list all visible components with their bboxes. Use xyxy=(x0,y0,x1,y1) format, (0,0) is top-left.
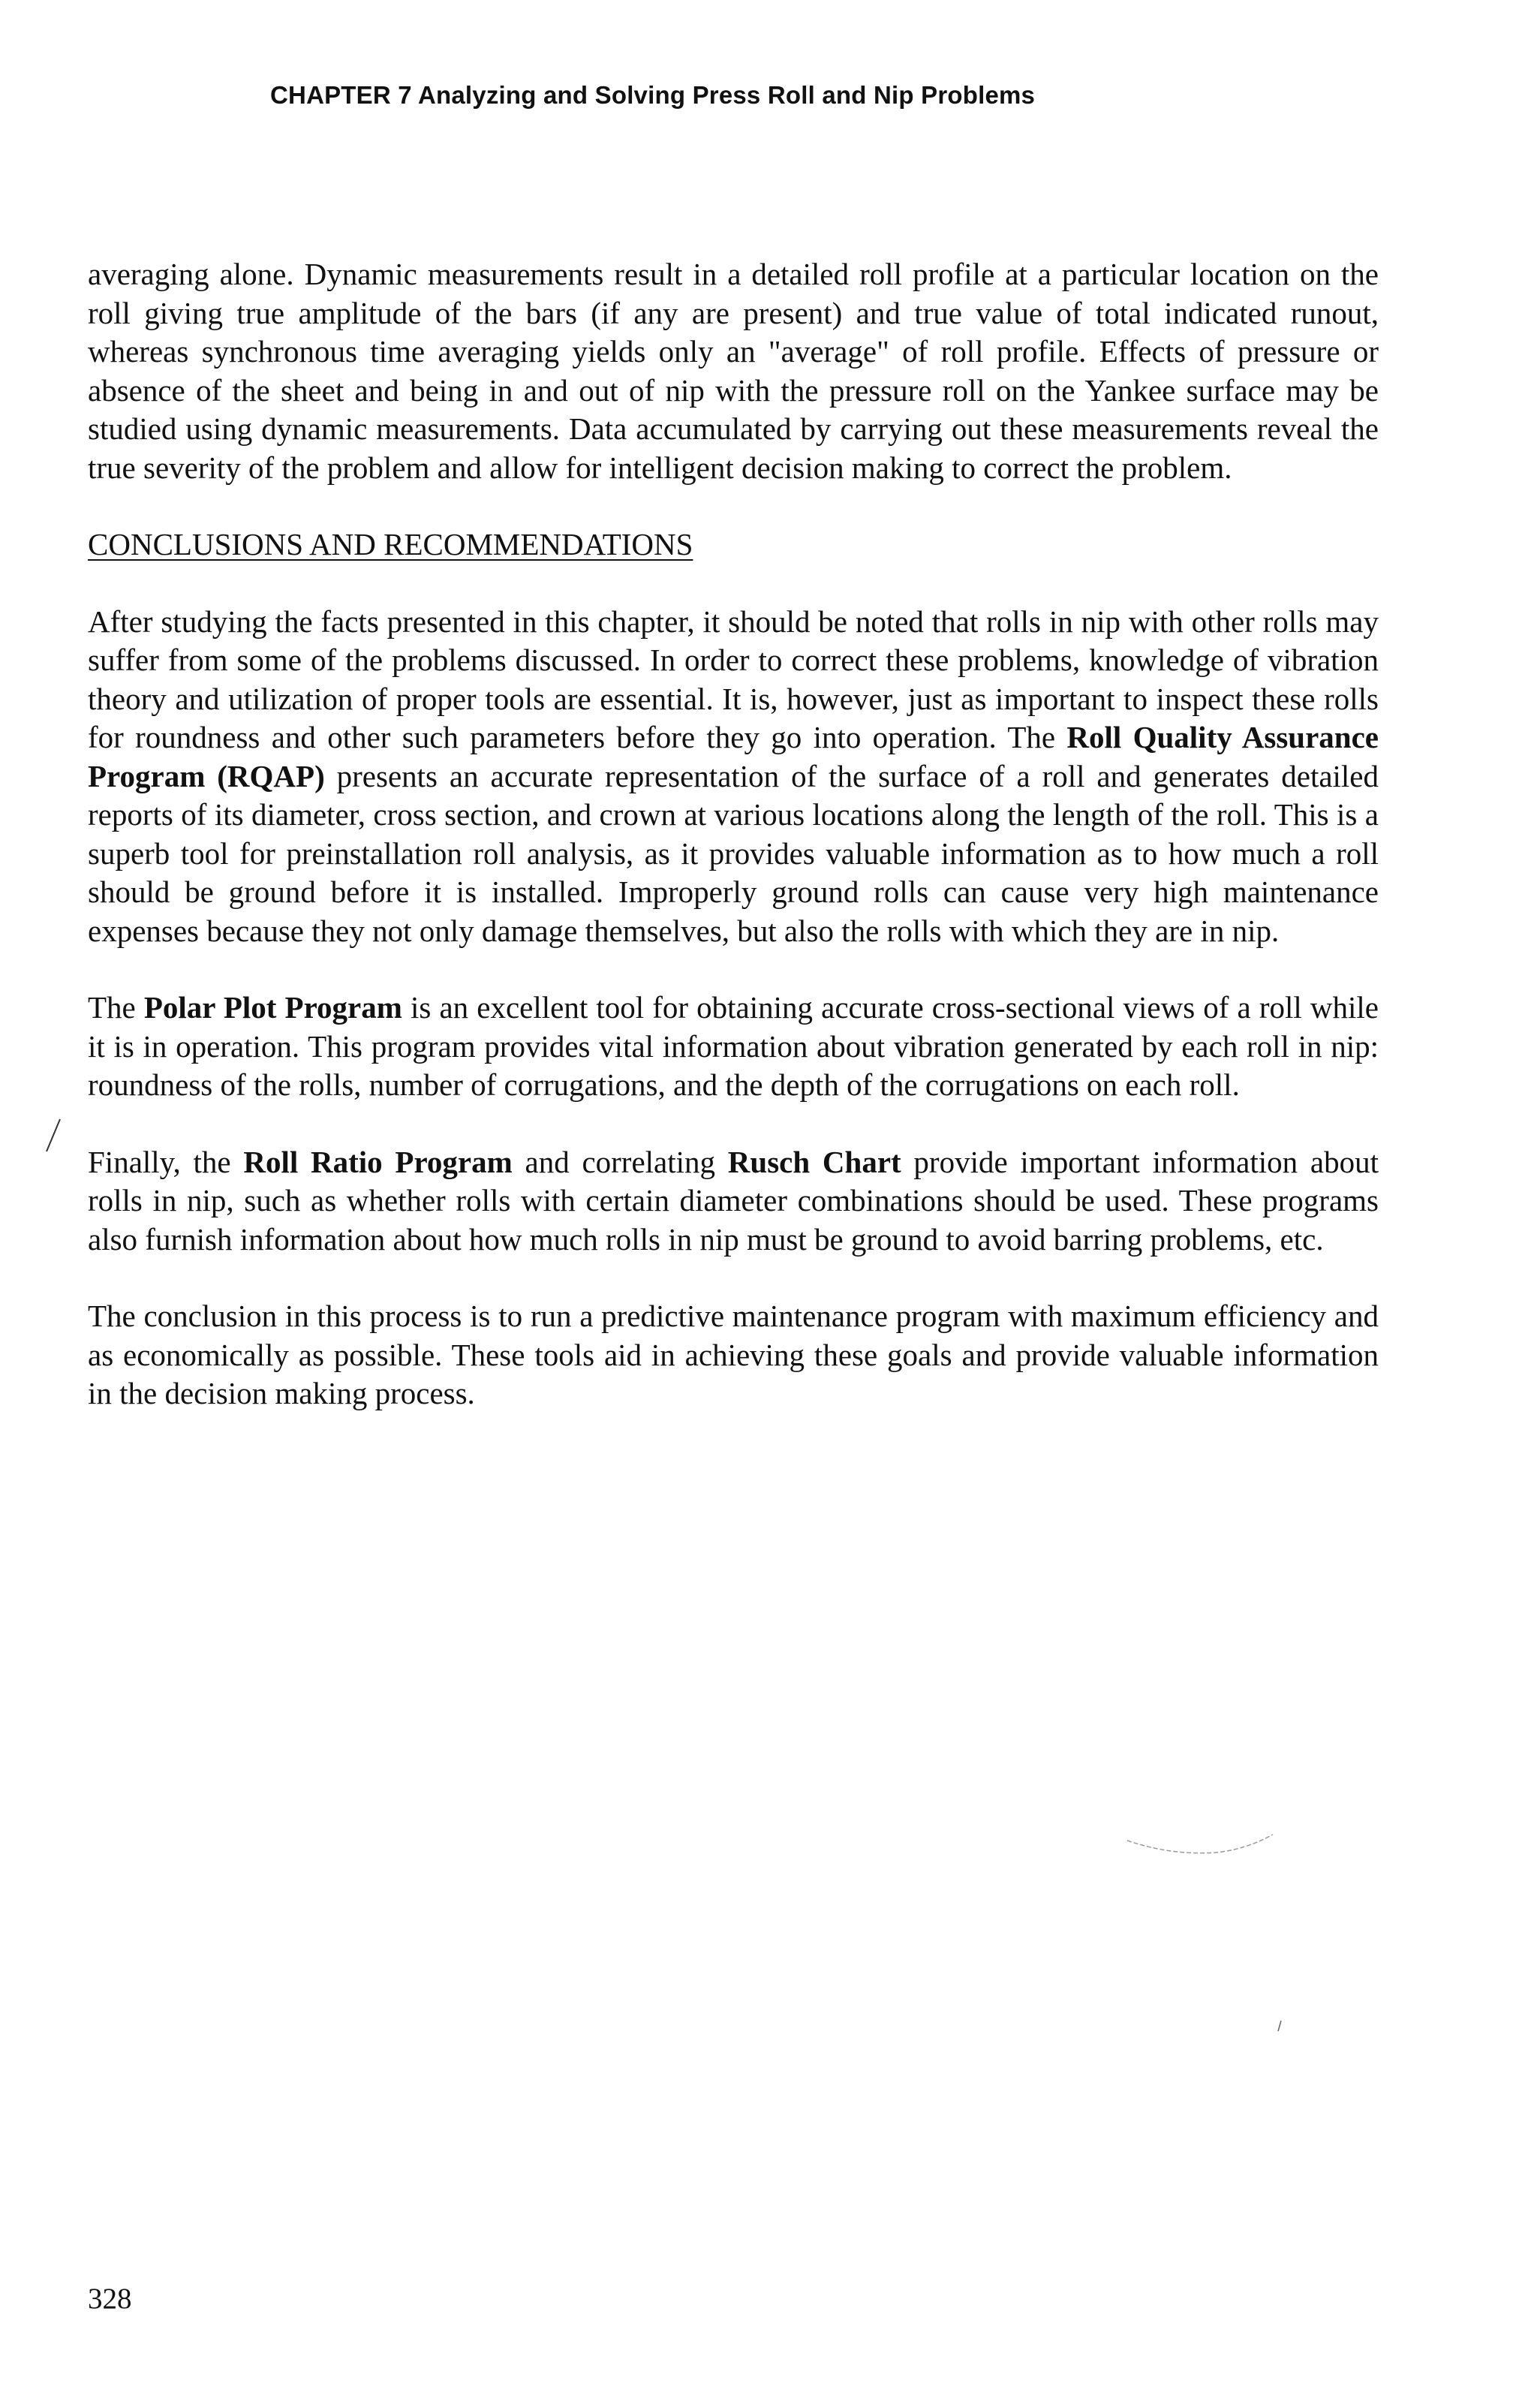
scan-artifact-mark xyxy=(1126,1832,1276,1862)
paragraph-dynamic-measurements: averaging alone. Dynamic measurements result in a detailed roll profile at a particular location on the roll giving true amplitude of the bars (if any are present) and true value of total indicated runout, whereas synchronous time averaging yields only an "average" of roll profile. Effects of pressure or absence of the sheet and being in and out of nip with the pressure roll on the Yankee surface may be studied using dynamic measurements. Data accumulated by carrying out these measurements reveal the true severity of the problem and allow for intelligent decision making to correct the problem. xyxy=(88,257,1379,485)
margin-slash-mark xyxy=(44,1117,63,1154)
running-head: CHAPTER 7 Analyzing and Solving Press Roll and Nip Problems xyxy=(270,81,1036,109)
rqap-program-name: Roll Quality Assurance Program (RQAP) xyxy=(88,720,1379,793)
paragraph-polar-plot-text-a: The xyxy=(88,990,144,1025)
scan-speck-mark xyxy=(1276,2019,1283,2034)
paragraph-rqap-text-a: After studying the facts presented in this chapter, it should be noted that rolls in nip with other rolls may suffer from some of the problems discussed. In order to correct these problems, knowledge of vibration theory and utilization of proper tools are essential. It is, however, just as important to inspect these rolls for roundness and other such parameters before they go into operation. The xyxy=(88,604,1379,754)
paragraph-rqap-text-b: presents an accurate representation of the surface of a roll and generates detailed reports of its diameter, cross section, and crown at various locations along the length of the roll. This is a superb tool for preinstallation roll analysis, as it provides valuable information as to how much a roll should be ground before it is installed. Improperly ground rolls can cause very high maintenance expenses because they not only damage themselves, but also the rolls with which they are in nip. xyxy=(88,758,1379,948)
paragraph-roll-ratio xyxy=(88,1143,1379,1260)
section-heading-conclusions: CONCLUSIONS AND RECOMMENDATIONS xyxy=(88,527,693,561)
paragraph-roll-ratio-text-c: provide important information about rolls in nip, such as whether rolls with certain diameter combinations should be used. These programs also furnish information about how much rolls in nip must be ground to avoid barring problems, etc. xyxy=(88,1144,1379,1257)
paragraph-roll-ratio-text-b: and correlating xyxy=(512,1144,728,1179)
paragraph-polar-plot-text-b: is an excellent tool for obtaining accurate cross-sectional views of a roll while it is in operation. This program provides vital information about vibration generated by each roll in nip: roundness of the rolls, number of corrugations, and the depth of the corrugations on each roll. xyxy=(88,990,1379,1102)
paragraph-rqap xyxy=(88,603,1379,951)
paragraph-polar-plot xyxy=(88,989,1379,1105)
rusch-chart-name: Rusch Chart xyxy=(727,1144,901,1179)
roll-ratio-program-name: Roll Ratio Program xyxy=(243,1144,513,1179)
paragraph-roll-ratio-text-a: Finally, the xyxy=(88,1144,244,1179)
polar-plot-program-name: Polar Plot Program xyxy=(143,990,402,1025)
body-text xyxy=(88,255,1379,1452)
page-number: 328 xyxy=(88,2283,132,2315)
paragraph-conclusion: The conclusion in this process is to run a predictive maintenance program with maximum efficiency and as economically as possible. These tools aid in achieving these goals and provide valuable information in the decision making process. xyxy=(88,1299,1379,1410)
